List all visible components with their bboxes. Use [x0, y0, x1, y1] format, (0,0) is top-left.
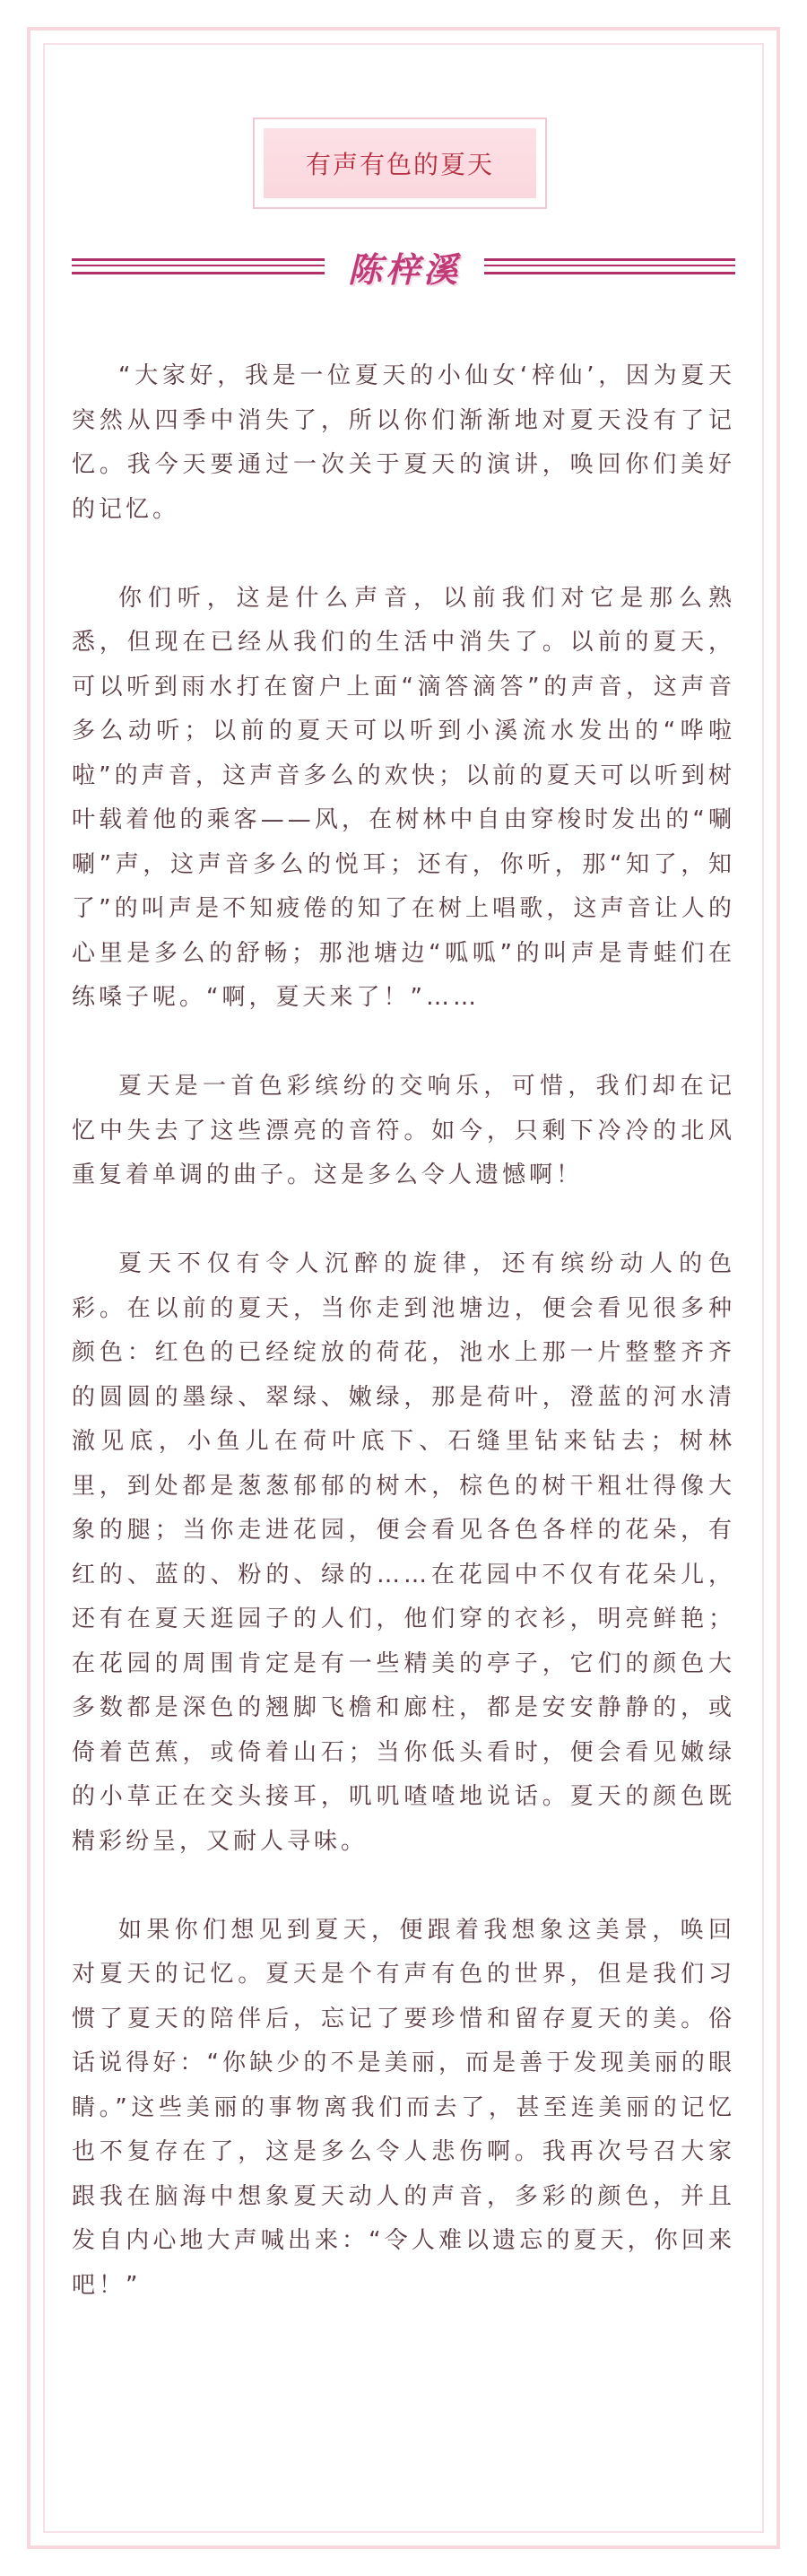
paragraph: 你们听，这是什么声音，以前我们对它是那么熟悉，但现在已经从我们的生活中消失了。以前的夏天，可以听到雨水打在窗户上面“滴答滴答”的声音，这声音多么动听；以前的夏天可以听到小溪流水发出的“哗啦啦”的声音，这声音多么的欢快；以前的夏天可以听到树叶载着他的乘客——风，在树林中自由穿梭时发出的“唰唰”声，这声音多么的悦耳；还有，你听，那“知了，知了”的叫声是不知疲倦的知了在树上唱歌，这声音让人的心里是多么的舒畅；那池塘边“呱呱”的叫声是青蛙们在练嗓子呢。“啊，夏天来了！”…… [72, 584, 735, 1011]
paragraph: 夏天是一首色彩缤纷的交响乐，可惜，我们却在记忆中失去了这些漂亮的音符。如今，只剩下冷冷的北风重复着单调的曲子。这是多么令人遗憾啊！ [72, 1073, 735, 1188]
article-body [72, 354, 735, 2353]
author-name: 陈梓溪 [347, 249, 461, 290]
page-title: 有声有色的夏天 [305, 150, 494, 179]
paragraph: 夏天不仅有令人沉醉的旋律，还有缤纷动人的色彩。在以前的夏天，当你走到池塘边，便会看见很多种颜色：红色的已经绽放的荷花，池水上那一片整整齐齐的圆圆的墨绿、翠绿、嫩绿，那是荷叶，澄蓝的河水清澈见底，小鱼儿在荷叶底下、石缝里钻来钻去；树林里，到处都是葱葱郁郁的树木，棕色的树干粗壮得像大象的腿；当你走进花园，便会看见各色各样的花朵，有红的、蓝的、粉的、绿的……在花园中不仅有花朵儿，还有在夏天逛园子的人们，他们穿的衣衫，明亮鲜艳；在花园的周围肯定是有一些精美的亭子，它们的颜色大多数都是深色的翘脚飞檐和廊柱，都是安安静静的，或倚着芭蕉，或倚着山石；当你低头看时，便会看见嫩绿的小草正在交头接耳，叽叽喳喳地说话。夏天的颜色既精彩纷呈，又耐人寻味。 [72, 1250, 735, 1855]
decorative-lines-right [484, 258, 735, 274]
title-box [253, 117, 547, 209]
decorative-lines-left [72, 258, 325, 274]
paragraph: 如果你们想见到夏天，便跟着我想象这美景，唤回对夏天的记忆。夏天是个有声有色的世界，但是我们习惯了夏天的陪伴后，忘记了要珍惜和留存夏天的美。俗话说得好：“你缺少的不是美丽，而是善于发现美丽的眼睛。”这些美丽的事物离我们而去了，甚至连美丽的记忆也不复存在了，这是多么令人悲伤啊。我再次号召大家跟我在脑海中想象夏天动人的声音，多彩的颜色，并且发自内心地大声喊出来：“令人难以遗忘的夏天，你回来吧！” [72, 1916, 735, 2299]
author-row [72, 240, 735, 294]
paragraph: “大家好，我是一位夏天的小仙女‘梓仙’，因为夏天突然从四季中消失了，所以你们渐渐地对夏天没有了记忆。我今天要通过一次关于夏天的演讲，唤回你们美好的记忆。 [72, 362, 735, 523]
title-box-inner [264, 128, 536, 198]
